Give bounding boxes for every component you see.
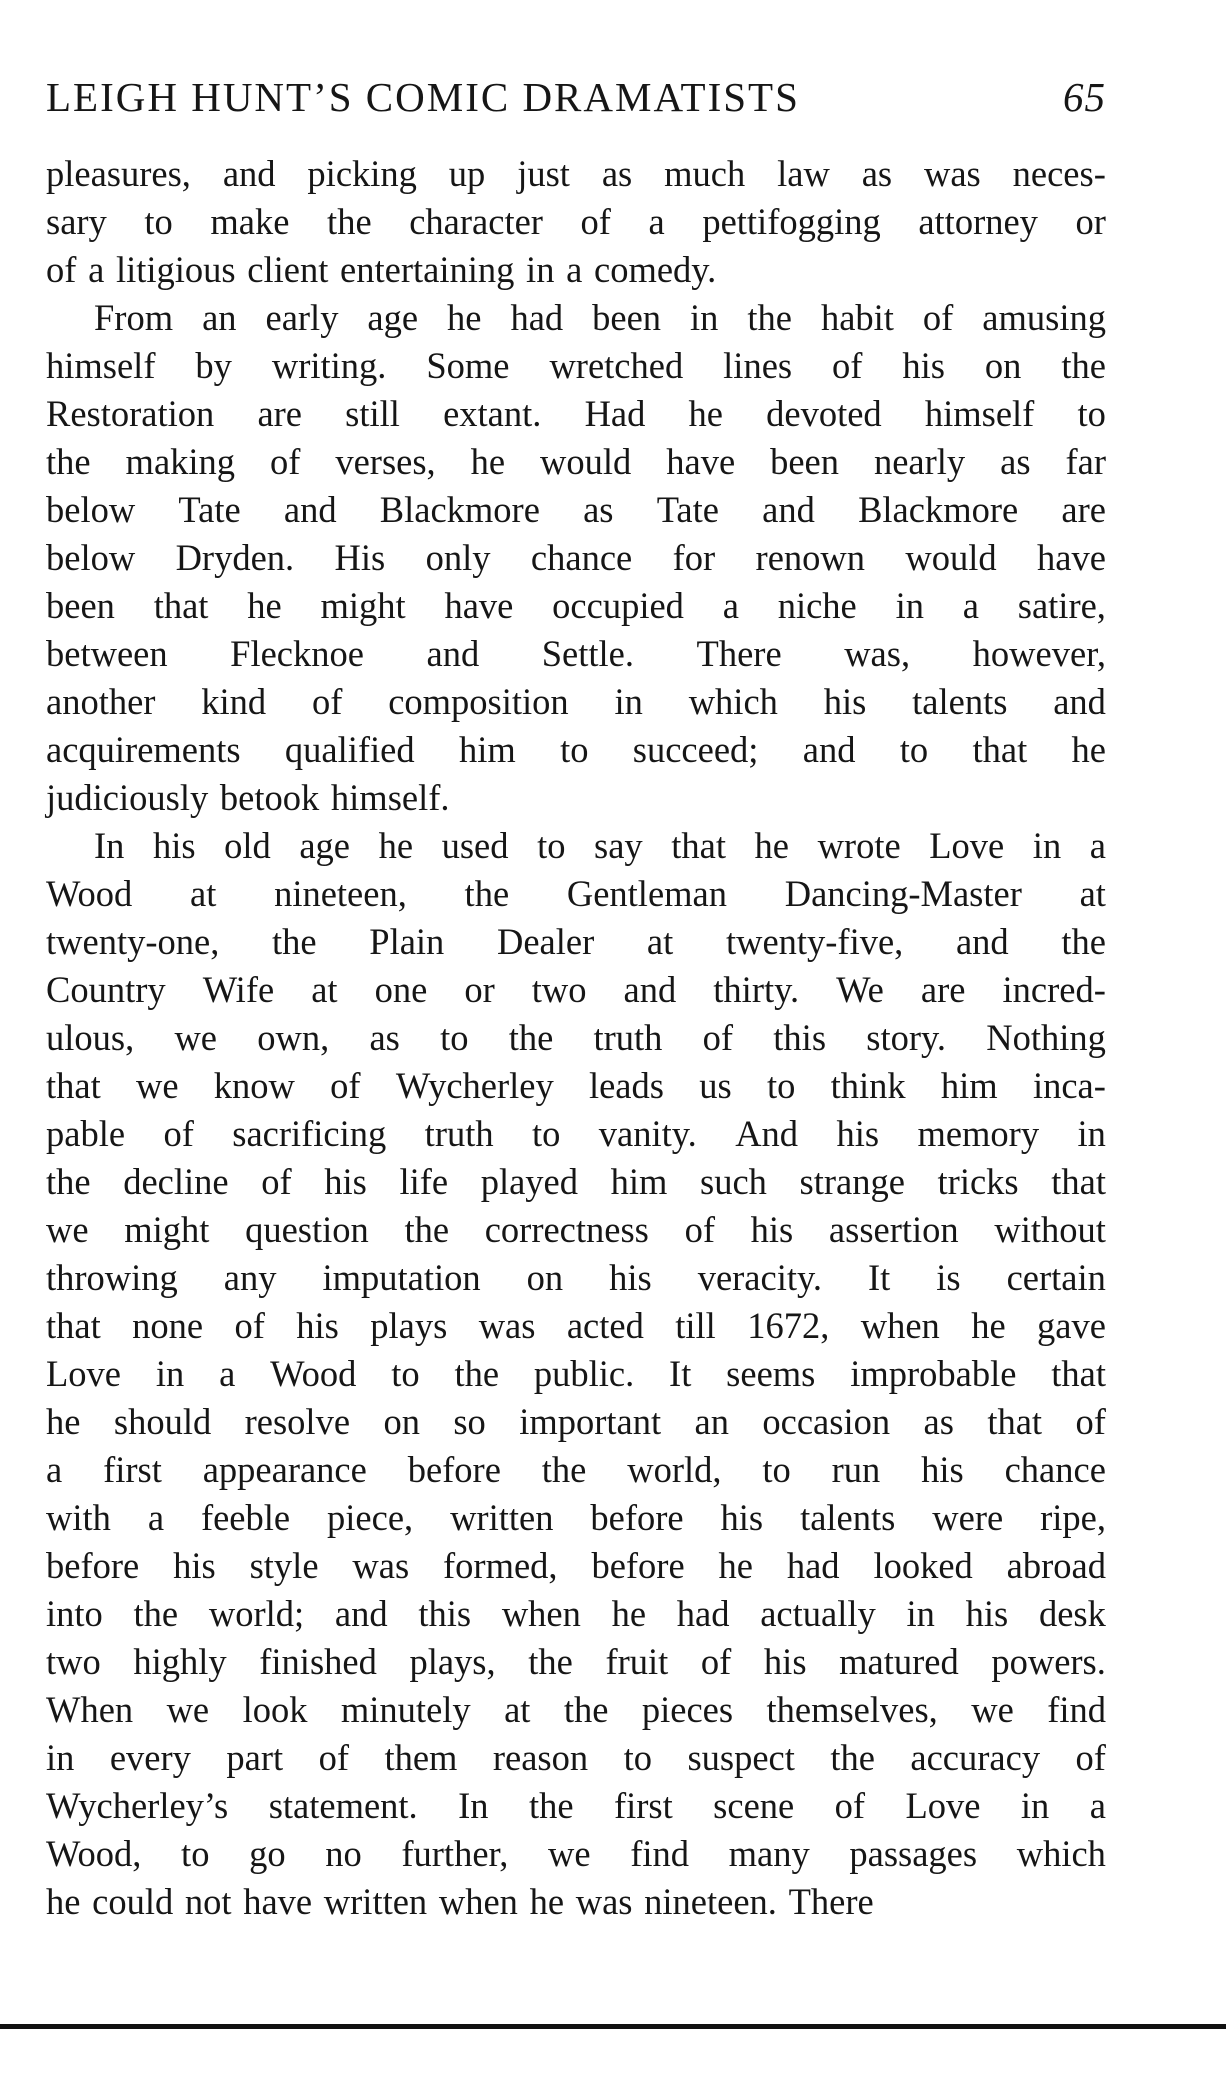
text-line: Restoration are still extant. Had he devoted himself to — [46, 393, 1106, 434]
text-line: we might question the correctness of his assertion without — [46, 1209, 1106, 1250]
text-line: into the world; and this when he had actually in his desk — [46, 1593, 1106, 1634]
text-line: In his old age he used to say that he wrote Love in a — [94, 825, 1106, 866]
text-line: Wycherley’s statement. In the first scene of Love in a — [46, 1785, 1106, 1826]
bottom-rule — [0, 2024, 1226, 2029]
text-line: he could not have written when he was nineteen. There — [46, 1881, 874, 1922]
text-line: below Tate and Blackmore as Tate and Blackmore are — [46, 489, 1106, 530]
text-line: with a feeble piece, written before his talents were ripe, — [46, 1497, 1106, 1538]
text-line: of a litigious client entertaining in a comedy. — [46, 249, 717, 290]
text-line: throwing any imputation on his veracity. It is certain — [46, 1257, 1106, 1298]
text-line: below Dryden. His only chance for renown would have — [46, 537, 1106, 578]
text-line: he should resolve on so important an occasion as that of — [46, 1401, 1106, 1442]
running-title: LEIGH HUNT’S COMIC DRAMATISTS — [46, 74, 800, 120]
text-line: the decline of his life played him such strange tricks that — [46, 1161, 1106, 1202]
text-line: another kind of composition in which his talents and — [46, 681, 1106, 722]
running-header — [46, 62, 1106, 132]
text-line: between Flecknoe and Settle. There was, however, — [46, 633, 1106, 674]
text-line: himself by writing. Some wretched lines of his on the — [46, 345, 1106, 386]
text-line: acquirements qualified him to succeed; and to that he — [46, 729, 1106, 770]
page-number: 65 — [1063, 74, 1106, 120]
text-line: judiciously betook himself. — [46, 777, 450, 818]
text-line: Country Wife at one or two and thirty. We are incred- — [46, 969, 1106, 1010]
text-line: Love in a Wood to the public. It seems improbable that — [46, 1353, 1106, 1394]
text-line: been that he might have occupied a niche in a satire, — [46, 585, 1106, 626]
text-line: pleasures, and picking up just as much law as was neces- — [46, 153, 1106, 194]
text-line: that we know of Wycherley leads us to think him inca- — [46, 1065, 1106, 1106]
text-line: a first appearance before the world, to run his chance — [46, 1449, 1106, 1490]
text-line: sary to make the character of a pettifogging attorney or — [46, 201, 1106, 242]
text-line: two highly finished plays, the fruit of his matured powers. — [46, 1641, 1106, 1682]
text-line: before his style was formed, before he had looked abroad — [46, 1545, 1106, 1586]
text-line: in every part of them reason to suspect the accuracy of — [46, 1737, 1106, 1778]
text-line: ulous, we own, as to the truth of this story. Nothing — [46, 1017, 1106, 1058]
body-text — [46, 150, 1106, 1926]
text-line: the making of verses, he would have been nearly as far — [46, 441, 1106, 482]
text-line: Wood, to go no further, we find many passages which — [46, 1833, 1106, 1874]
text-line: From an early age he had been in the habit of amusing — [94, 297, 1106, 338]
text-line: that none of his plays was acted till 1672, when he gave — [46, 1305, 1106, 1346]
text-line: twenty-one, the Plain Dealer at twenty-five, and the — [46, 921, 1106, 962]
text-line: When we look minutely at the pieces themselves, we find — [46, 1689, 1106, 1730]
text-line: Wood at nineteen, the Gentleman Dancing-Master at — [46, 873, 1106, 914]
text-line: pable of sacrificing truth to vanity. And his memory in — [46, 1113, 1106, 1154]
